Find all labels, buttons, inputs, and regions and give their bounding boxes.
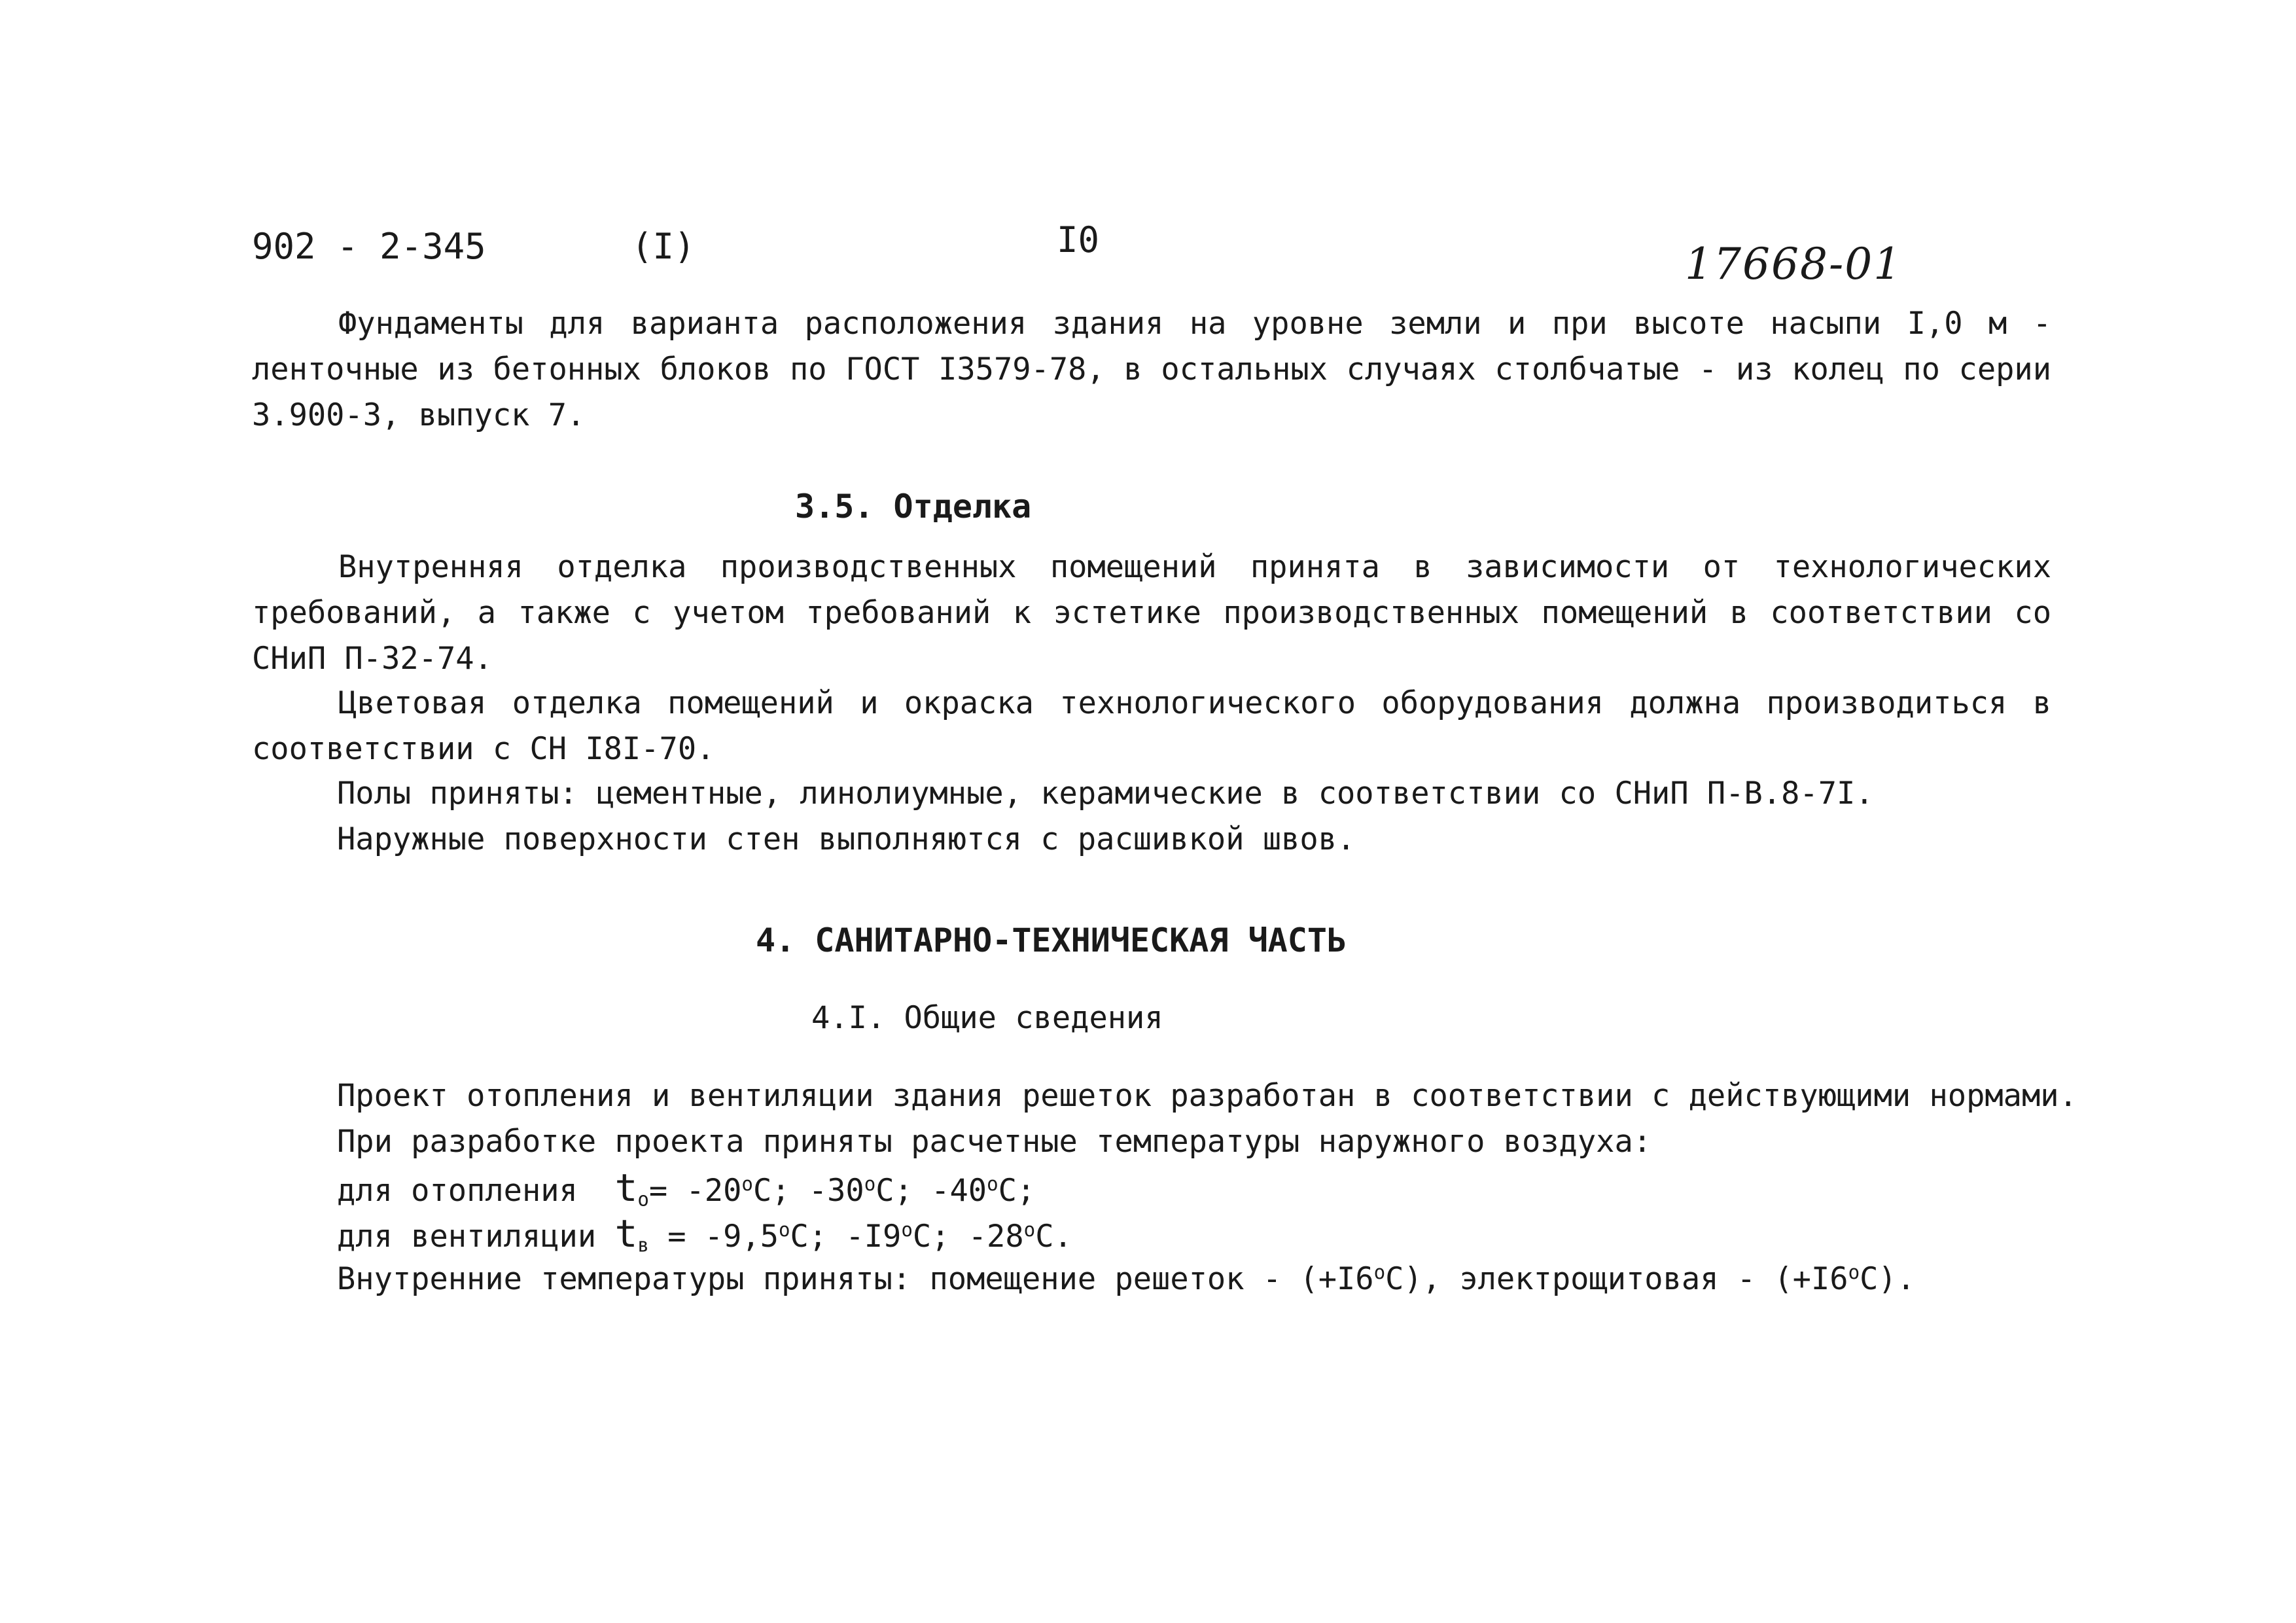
handwritten-number: 17668-01 — [1685, 239, 1903, 289]
heating-temp-symbol: t — [614, 1166, 638, 1210]
heating-label: для отопления — [337, 1173, 578, 1209]
heating-value-3: ; -40 — [894, 1173, 987, 1209]
degree-symbol: o — [987, 1172, 998, 1195]
heating-value-2: ; -30 — [771, 1173, 864, 1209]
degree-symbol: o — [901, 1218, 913, 1241]
heating-temperatures-line — [337, 1165, 1035, 1214]
celsius-unit: C — [912, 1219, 932, 1255]
finishing-paragraph-2: Цветовая отделка помещений и окраска технологического оборудования должна производиться в соответствии с СН I8I-70. — [252, 685, 2051, 767]
heating-value-1: -20 — [667, 1173, 742, 1209]
internal-temperatures-line — [337, 1257, 1915, 1302]
sanitary-paragraph-1: Проект отопления и вентиляции здания решеток разработан в соответствии с действующими нормами. — [337, 1078, 2077, 1114]
finishing-paragraph-4: Наружные поверхности стен выполняются с расшивкой швов. — [337, 821, 1356, 857]
page-number: I0 — [1057, 219, 1100, 260]
degree-symbol: o — [864, 1172, 876, 1195]
celsius-unit: C — [790, 1219, 809, 1255]
ventilation-value-1: -9,5 — [686, 1219, 779, 1255]
degree-symbol: o — [741, 1172, 753, 1195]
degree-symbol: o — [1023, 1218, 1036, 1241]
section-4-title: 4. САНИТАРНО-ТЕХНИЧЕСКАЯ ЧАСТЬ — [756, 921, 1347, 959]
internal-temps-prefix: Внутренние температуры приняты: помещение решеток - (+I6 — [337, 1261, 1374, 1297]
ventilation-temperatures-line — [337, 1211, 1072, 1260]
celsius-unit: C — [1035, 1219, 1054, 1255]
sanitary-paragraph-2: При разработке проекта приняты расчетные температуры наружного воздуха: — [337, 1124, 1652, 1160]
ventilation-equals: = — [648, 1219, 686, 1255]
heating-equals: = — [648, 1173, 668, 1209]
degree-symbol: o — [1373, 1260, 1386, 1283]
internal-temps-middle: C), электрощитовая - (+I6 — [1385, 1261, 1848, 1297]
finishing-paragraph-1: Внутренняя отделка производственных помещений принята в зависимости от технологических требований, а также с учетом требований к эстетике производственных помещений в соответствии со СНиП П-32-74. — [252, 549, 2051, 677]
heating-line-end: ; — [1016, 1173, 1036, 1209]
document-part: (I) — [631, 226, 696, 267]
ventilation-line-end: . — [1053, 1219, 1072, 1255]
degree-symbol: o — [779, 1218, 790, 1241]
celsius-unit: C — [875, 1173, 894, 1209]
section-4-1-subtitle: 4.I. Общие сведения — [811, 1000, 1163, 1036]
internal-temps-end: C). — [1860, 1261, 1916, 1297]
ventilation-label: для вентиляции — [337, 1219, 597, 1255]
celsius-unit: C — [752, 1173, 772, 1209]
ventilation-value-2: ; -I9 — [808, 1219, 902, 1255]
foundations-paragraph: Фундаменты для варианта расположения здания на уровне земли и при высоте насыпи I,0 м - ленточные из бетонных блоков по ГОСТ I3579-78, в остальных случаях столбчатые - из колец по серии 3.900-3, выпуск 7. — [252, 306, 2051, 433]
heating-temp-subscript: о — [637, 1188, 649, 1211]
ventilation-temp-symbol: t — [614, 1211, 638, 1256]
finishing-paragraph-3: Полы приняты: цементные, линолиумные, керамические в соответствии со СНиП П-В.8-7I. — [337, 776, 1874, 812]
document-code: 902 - 2-345 — [252, 226, 486, 267]
ventilation-temp-subscript: в — [637, 1234, 649, 1257]
ventilation-value-3: ; -28 — [931, 1219, 1024, 1255]
section-3-5-title: 3.5. Отделка — [795, 488, 1032, 526]
degree-symbol: o — [1848, 1260, 1860, 1283]
celsius-unit: C — [998, 1173, 1017, 1209]
